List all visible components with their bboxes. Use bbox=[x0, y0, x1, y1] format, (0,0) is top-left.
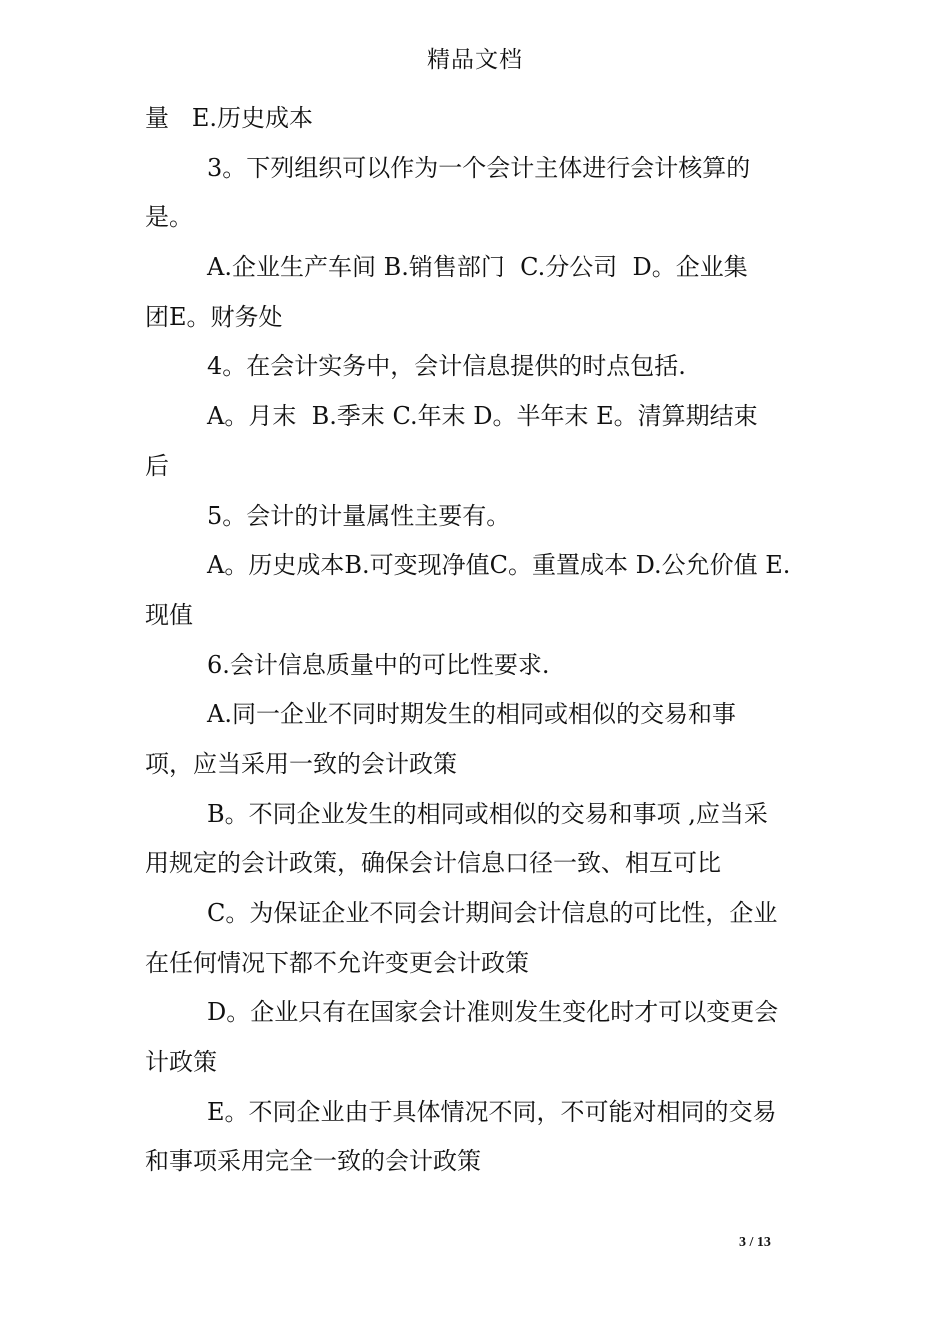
question-6-option-b: B。不同企业发生的相同或相似的交易和事项 ,应当采 bbox=[207, 799, 768, 828]
question-5-options: A。历史成本B.可变现净值C。重置成本 D.公允价值 E. bbox=[207, 551, 791, 580]
question-4-options-cont: 后 bbox=[145, 451, 169, 480]
question-3-options: A.企业生产车间 B.销售部门 C.分公司 D。企业集 bbox=[207, 253, 748, 282]
question-6-option-a-cont: 项，应当采用一致的会计政策 bbox=[145, 749, 457, 778]
question-6-option-d: D。企业只有在国家会计准则发生变化时才可以变更会 bbox=[207, 998, 779, 1027]
document-body bbox=[145, 98, 810, 1191]
question-6-text: 6.会计信息质量中的可比性要求. bbox=[207, 650, 550, 679]
question-5-text: 5。会计的计量属性主要有。 bbox=[207, 501, 511, 530]
text-line: 量 E.历史成本 bbox=[145, 104, 314, 132]
question-6-option-c: C。为保证企业不同会计期间会计信息的可比性，企业 bbox=[207, 899, 778, 927]
question-4-text: 4。在会计实务中，会计信息提供的时点包括. bbox=[207, 352, 686, 381]
question-5-options-cont: 现值 bbox=[145, 600, 193, 629]
question-4-options: A。月末 B.季末 C.年末 D。半年末 E。清算期结束 bbox=[207, 402, 758, 431]
question-6-option-c-cont: 在任何情况下都不允许变更会计政策 bbox=[145, 948, 529, 977]
question-3-text: 3。下列组织可以作为一个会计主体进行会计核算的 bbox=[207, 153, 751, 182]
page-number: 3 / 13 bbox=[739, 1235, 771, 1250]
question-6-option-e: E。不同企业由于具体情况不同，不可能对相同的交易 bbox=[207, 1097, 777, 1126]
question-3-text-cont: 是。 bbox=[145, 203, 193, 232]
question-6-option-e-cont: 和事项采用完全一致的会计政策 bbox=[145, 1147, 481, 1176]
page-header-title: 精品文档 bbox=[427, 47, 523, 73]
question-6-option-d-cont: 计政策 bbox=[145, 1048, 217, 1077]
question-3-options-cont: 团E。财务处 bbox=[145, 302, 283, 331]
question-6-option-a: A.同一企业不同时期发生的相同或相似的交易和事 bbox=[207, 700, 736, 729]
question-6-option-b-cont: 用规定的会计政策，确保会计信息口径一致、相互可比 bbox=[145, 849, 721, 878]
